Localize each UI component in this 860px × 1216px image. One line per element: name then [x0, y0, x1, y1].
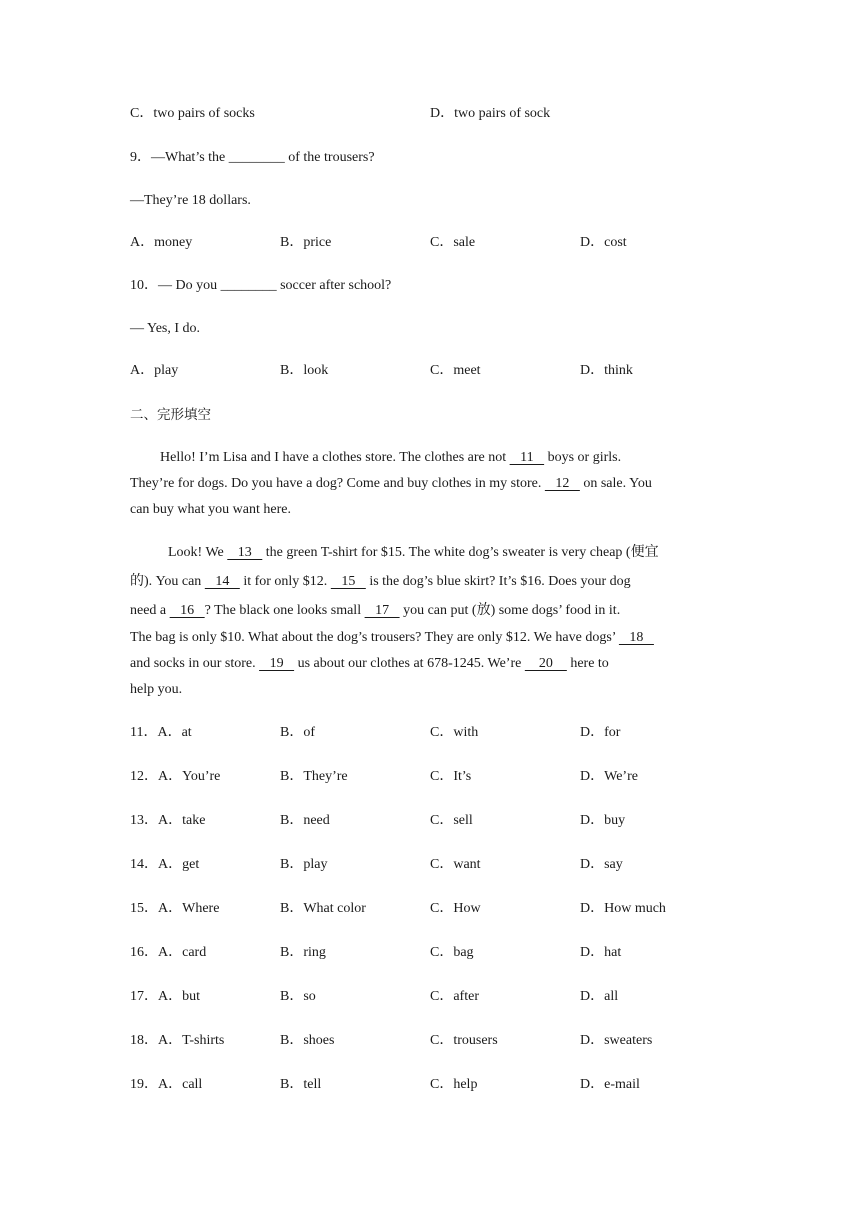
- item-14-option-c: C．want: [430, 857, 481, 872]
- item-12-option-b: B．They’re: [280, 769, 348, 784]
- item-13-option-d: D．buy: [580, 813, 626, 828]
- blank-20: 20: [524, 656, 567, 671]
- item-12-option-d: D．We’re: [580, 769, 638, 784]
- blank-19: 19: [259, 656, 295, 671]
- passage-paragraph-1: [130, 445, 725, 523]
- item-18-option-a: 18．A．T-shirts: [130, 1033, 225, 1048]
- item-17-option-b: B．so: [280, 989, 316, 1004]
- q9-option-b: B．price: [280, 235, 332, 250]
- passage-text: on sale. You: [579, 476, 652, 491]
- item-14-row: [130, 855, 730, 875]
- item-19-option-b: B．tell: [280, 1077, 322, 1092]
- q10-option-c: C．meet: [430, 363, 481, 378]
- item-16-option-a: 16．A．card: [130, 945, 207, 960]
- item-12-option-a: 12．A．You’re: [130, 769, 221, 784]
- item-17-row: [130, 987, 730, 1007]
- item-17-option-c: C．after: [430, 989, 479, 1004]
- item-17-option-a: 17．A．but: [130, 989, 200, 1004]
- item-11-row: [130, 723, 730, 743]
- item-13-option-b: B．need: [280, 813, 330, 828]
- item-18-option-b: B．shoes: [280, 1033, 335, 1048]
- blank-14: 14: [204, 574, 240, 589]
- item-16-option-c: C．bag: [430, 945, 474, 960]
- item-18-row: [130, 1031, 730, 1051]
- passage-text: ? The black one looks small: [204, 603, 365, 618]
- q9-option-d: D．cost: [580, 235, 627, 250]
- blank-12: 12: [544, 476, 580, 491]
- item-12-row: [130, 767, 730, 787]
- item-13-option-c: C．sell: [430, 813, 473, 828]
- item-14-option-d: D．say: [580, 857, 623, 872]
- passage-text: help you.: [130, 682, 183, 697]
- q8-option-c: C．two pairs of socks: [130, 106, 255, 121]
- item-19-option-c: C．help: [430, 1077, 478, 1092]
- passage-text: 的). You can: [130, 574, 205, 589]
- q10-question: 10．— Do you ________ soccer after school?: [130, 278, 392, 293]
- passage-line: [130, 471, 725, 497]
- section-title: 二、完形填空: [130, 407, 211, 423]
- passage-text: They’re for dogs. Do you have a dog? Come and buy clothes in my store.: [130, 476, 545, 491]
- passage-line: [130, 567, 725, 596]
- passage-text: Look! We: [168, 545, 228, 560]
- q10-option-a: A．play: [130, 363, 179, 378]
- item-15-option-d: D．How much: [580, 901, 666, 916]
- passage-text: is the dog’s blue skirt? It’s $16. Does your dog: [365, 574, 631, 589]
- passage-paragraph-2: [130, 538, 725, 703]
- passage-line: [130, 677, 725, 703]
- passage-text: the green T-shirt for $15. The white dog’s sweater is very cheap (便宜: [262, 545, 659, 560]
- q10-answer: — Yes, I do.: [130, 321, 201, 336]
- passage-text: need a: [130, 603, 170, 618]
- passage-text: it for only $12.: [239, 574, 331, 589]
- q8-options-row: [130, 104, 730, 124]
- blank-15: 15: [330, 574, 366, 589]
- item-11-option-d: D．for: [580, 725, 621, 740]
- passage-line: [130, 651, 725, 677]
- item-19-option-d: D．e-mail: [580, 1077, 640, 1092]
- item-14-option-a: 14．A．get: [130, 857, 200, 872]
- item-12-option-c: C．It’s: [430, 769, 472, 784]
- item-13-row: [130, 811, 730, 831]
- item-13-option-a: 13．A．take: [130, 813, 206, 828]
- item-11-option-c: C．with: [430, 725, 479, 740]
- blank-11: 11: [509, 450, 545, 465]
- item-11-option-a: 11．A．at: [130, 725, 192, 740]
- item-17-option-d: D．all: [580, 989, 619, 1004]
- item-19-option-a: 19．A．call: [130, 1077, 203, 1092]
- q10-option-d: D．think: [580, 363, 633, 378]
- passage-text: boys or girls.: [544, 450, 622, 465]
- passage-text: The bag is only $10. What about the dog’s trousers? They are only $12. We have dogs’: [130, 630, 619, 645]
- passage-line: [130, 445, 725, 471]
- passage-line: [130, 596, 725, 625]
- blank-16: 16: [169, 603, 205, 618]
- q9-answer: —They’re 18 dollars.: [130, 193, 251, 208]
- passage-text: us about our clothes at 678-1245. We’re: [294, 656, 525, 671]
- passage-text: Hello! I’m Lisa and I have a clothes store. The clothes are not: [160, 450, 510, 465]
- q9-question: 9．—What’s the ________ of the trousers?: [130, 150, 375, 165]
- passage-line: [130, 497, 725, 523]
- item-11-option-b: B．of: [280, 725, 315, 740]
- passage-line: [130, 538, 725, 567]
- passage-text: can buy what you want here.: [130, 502, 291, 517]
- item-18-option-d: D．sweaters: [580, 1033, 653, 1048]
- item-14-option-b: B．play: [280, 857, 328, 872]
- q10-option-b: B．look: [280, 363, 329, 378]
- q8-option-d: D．two pairs of sock: [430, 106, 551, 121]
- passage-line: [130, 625, 725, 651]
- passage-text: you can put (放) some dogs’ food in it.: [399, 603, 621, 618]
- item-18-option-c: C．trousers: [430, 1033, 498, 1048]
- item-16-option-d: D．hat: [580, 945, 622, 960]
- q10-options-row: [130, 361, 730, 381]
- item-16-row: [130, 943, 730, 963]
- blank-13: 13: [227, 545, 263, 560]
- item-15-option-b: B．What color: [280, 901, 366, 916]
- blank-18: 18: [618, 630, 654, 645]
- item-16-option-b: B．ring: [280, 945, 326, 960]
- item-19-row: [130, 1075, 730, 1095]
- q9-option-a: A．money: [130, 235, 193, 250]
- item-15-row: [130, 899, 730, 919]
- item-15-option-a: 15．A．Where: [130, 901, 220, 916]
- item-15-option-c: C．How: [430, 901, 481, 916]
- passage-text: and socks in our store.: [130, 656, 260, 671]
- q9-options-row: [130, 233, 730, 253]
- blank-17: 17: [364, 603, 400, 618]
- passage-text: here to: [566, 656, 609, 671]
- q9-option-c: C．sale: [430, 235, 476, 250]
